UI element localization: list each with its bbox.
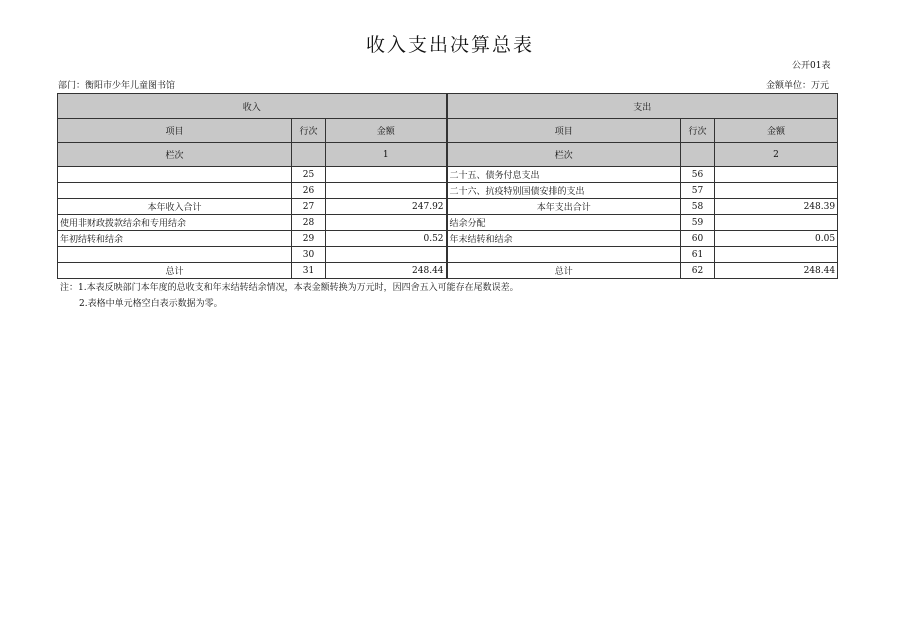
- income-amount-header: 金额: [326, 119, 447, 143]
- expense-column-number: 2: [715, 143, 838, 167]
- expense-lanci-blank: [681, 143, 715, 167]
- expense-line-cell: 60: [681, 231, 715, 247]
- income-amount-cell: [326, 247, 447, 263]
- income-column-number: 1: [326, 143, 447, 167]
- income-lanci-blank: [292, 143, 326, 167]
- expense-amount-cell: [715, 247, 838, 263]
- income-item-cell: [58, 183, 292, 199]
- income-item-cell: 年初结转和结余: [58, 231, 292, 247]
- income-amount-cell: 247.92: [326, 199, 447, 215]
- expense-line-cell: 61: [681, 247, 715, 263]
- income-item-cell: 使用非财政拨款结余和专用结余: [58, 215, 292, 231]
- column-header-row: [58, 119, 838, 143]
- income-item-cell: 本年收入合计: [58, 199, 292, 215]
- expense-amount-cell: [715, 183, 838, 199]
- expense-total-label: 总计: [447, 263, 681, 279]
- income-item-header: 项目: [58, 119, 292, 143]
- expense-item-cell: 二十五、债务付息支出: [447, 167, 681, 183]
- income-line-cell: 26: [292, 183, 326, 199]
- income-line-cell: 31: [292, 263, 326, 279]
- table-row: [58, 215, 838, 231]
- expense-amount-header: 金额: [715, 119, 838, 143]
- income-item-cell: [58, 167, 292, 183]
- footnote-1: 注：1.本表反映部门本年度的总收支和年末结转结余情况，本表金额转换为万元时，因四舍五入可能存在尾数误差。: [60, 283, 519, 293]
- expense-section-header: 支出: [447, 94, 838, 119]
- income-amount-cell: [326, 215, 447, 231]
- income-expense-table: [57, 93, 838, 279]
- expense-amount-cell: 0.05: [715, 231, 838, 247]
- expense-amount-cell: [715, 167, 838, 183]
- income-amount-cell: 0.52: [326, 231, 447, 247]
- expense-amount-cell: [715, 215, 838, 231]
- department-label: 部门：衡阳市少年儿童图书馆: [58, 81, 176, 91]
- income-lanci-label: 栏次: [58, 143, 292, 167]
- lanci-row: [58, 143, 838, 167]
- table-row: [58, 247, 838, 263]
- page-title: 收入支出决算总表: [365, 34, 534, 56]
- table-row: [58, 199, 838, 215]
- expense-line-cell: 59: [681, 215, 715, 231]
- expense-item-cell: [447, 247, 681, 263]
- expense-line-cell: 58: [681, 199, 715, 215]
- footnote-2: 2.表格中单元格空白表示数据为零。: [79, 299, 223, 309]
- expense-line-cell: 62: [681, 263, 715, 279]
- expense-item-cell: 年末结转和结余: [447, 231, 681, 247]
- income-total-label: 总计: [58, 263, 292, 279]
- expense-item-cell: 二十六、抗疫特别国债安排的支出: [447, 183, 681, 199]
- expense-item-cell: 结余分配: [447, 215, 681, 231]
- income-line-cell: 28: [292, 215, 326, 231]
- income-item-cell: [58, 247, 292, 263]
- table-row: [58, 167, 838, 183]
- income-line-cell: 30: [292, 247, 326, 263]
- income-line-header: 行次: [292, 119, 326, 143]
- total-row: [58, 263, 838, 279]
- income-line-cell: 29: [292, 231, 326, 247]
- table-row: [58, 231, 838, 247]
- income-amount-cell: [326, 167, 447, 183]
- form-number: 公开01表: [792, 61, 831, 71]
- section-header-row: [58, 94, 838, 119]
- income-section-header: 收入: [58, 94, 447, 119]
- expense-line-header: 行次: [681, 119, 715, 143]
- amount-unit-label: 金额单位：万元: [766, 81, 830, 91]
- expense-item-header: 项目: [447, 119, 681, 143]
- expense-amount-cell: 248.39: [715, 199, 838, 215]
- income-line-cell: 27: [292, 199, 326, 215]
- expense-line-cell: 57: [681, 183, 715, 199]
- income-amount-cell: [326, 183, 447, 199]
- expense-lanci-label: 栏次: [447, 143, 681, 167]
- expense-item-cell: 本年支出合计: [447, 199, 681, 215]
- income-total-amount: 248.44: [326, 263, 447, 279]
- expense-total-amount: 248.44: [715, 263, 838, 279]
- table-row: [58, 183, 838, 199]
- expense-line-cell: 56: [681, 167, 715, 183]
- income-line-cell: 25: [292, 167, 326, 183]
